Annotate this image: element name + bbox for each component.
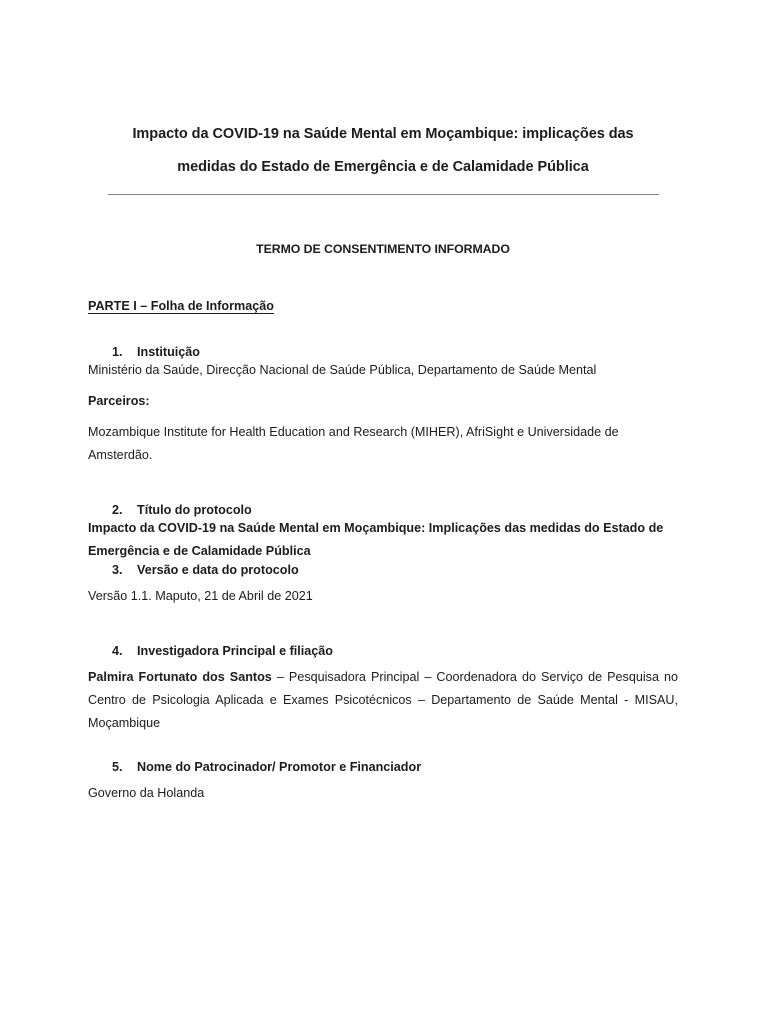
- spacer: [88, 467, 678, 503]
- section-3-body: Versão 1.1. Maputo, 21 de Abril de 2021: [88, 589, 313, 603]
- section-4-body-text: – Pesquisadora Principal – Coordenadora do Serviço de Pesquisa no Centro de Psicologia Aplicada e Exames Psicotécnicos – Departamento de Saúde Mental - MISAU, Moçambique: [88, 670, 679, 730]
- section-2-label: Título do protocolo: [137, 503, 252, 517]
- spacer: [88, 608, 678, 644]
- document-content: [88, 0, 678, 805]
- section-2-heading: [88, 503, 678, 517]
- section-3-label: Versão e data do protocolo: [137, 563, 299, 577]
- page-title-line-2: medidas do Estado de Emergência e de Calamidade Pública: [177, 159, 589, 175]
- section-1-heading: [88, 345, 678, 359]
- section-4-heading: [88, 644, 678, 658]
- section-5-label: Nome do Patrocinador/ Promotor e Financiador: [137, 760, 422, 774]
- section-1-number: 1.: [112, 345, 123, 359]
- section-2-number: 2.: [112, 503, 123, 517]
- section-3-heading: [88, 563, 678, 577]
- section-3-number: 3.: [112, 563, 123, 577]
- document-subtitle: TERMO DE CONSENTIMENTO INFORMADO: [256, 242, 510, 256]
- section-5-body: Governo da Holanda: [88, 786, 205, 800]
- section-2-body: Impacto da COVID-19 na Saúde Mental em Moçambique: Implicações das medidas do Estado de Emergência e de Calamidade Pública: [88, 521, 664, 558]
- spacer: [88, 735, 678, 760]
- section-1-sub-body: Mozambique Institute for Health Education and Research (MIHER), AfriSight e Universidade de Amsterdão.: [88, 425, 619, 462]
- spacer: [88, 577, 678, 585]
- spacer: [88, 658, 678, 666]
- section-4-body: [88, 666, 678, 735]
- section-4-label: Investigadora Principal e filiação: [137, 644, 333, 658]
- section-4-lead-name: Palmira Fortunato dos Santos: [88, 670, 272, 684]
- section-5-heading: [88, 760, 678, 774]
- section-1-sub-label: Parceiros:: [88, 394, 150, 408]
- section-1-label: Instituição: [137, 345, 200, 359]
- section-5-number: 5.: [112, 760, 123, 774]
- section-1-body: Ministério da Saúde, Direcção Nacional de Saúde Pública, Departamento de Saúde Mental: [88, 363, 597, 377]
- spacer: [88, 413, 678, 421]
- page-title: [88, 0, 678, 184]
- page-title-line-1: Impacto da COVID-19 na Saúde Mental em Moçambique: implicações das: [132, 126, 634, 142]
- section-1-heading-wrap: [88, 313, 678, 359]
- spacer: [88, 382, 678, 390]
- spacer: [88, 774, 678, 782]
- section-4-number: 4.: [112, 644, 123, 658]
- part-heading: PARTE I – Folha de Informação: [88, 299, 274, 313]
